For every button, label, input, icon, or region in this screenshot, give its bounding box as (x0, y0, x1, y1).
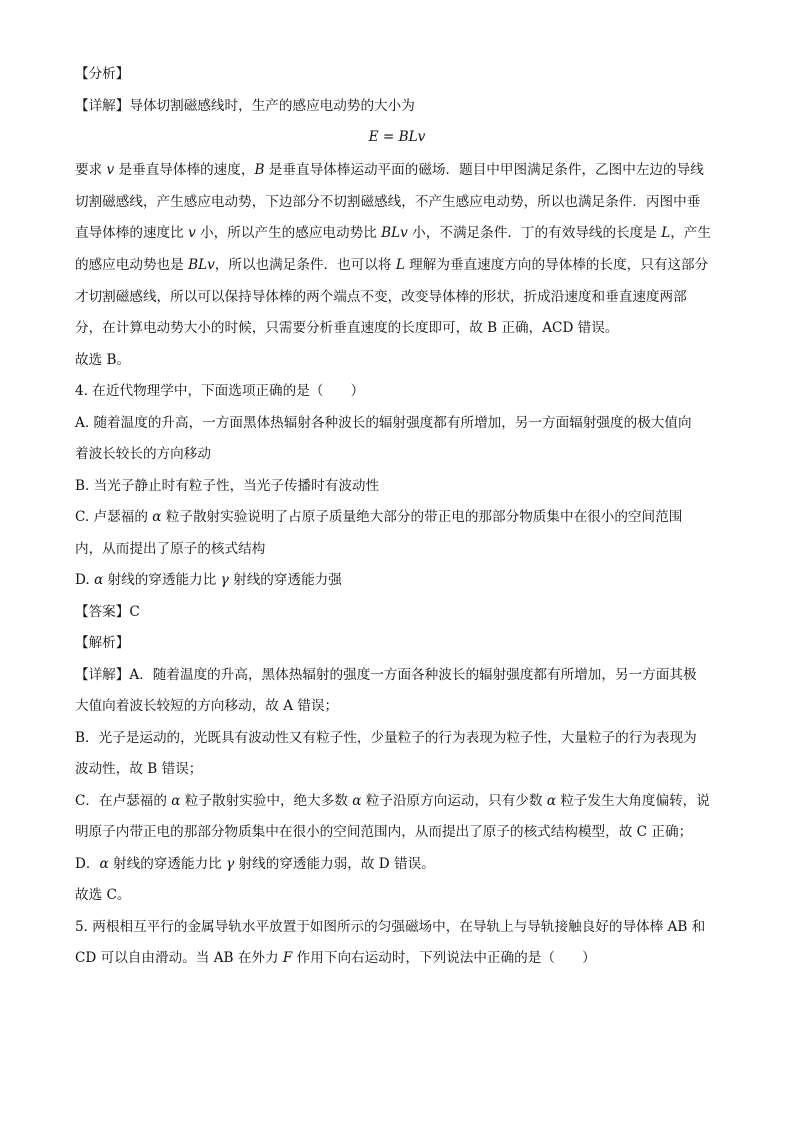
q4-option-c-line-2: 内，从而提出了原子的核式结构 (75, 541, 266, 557)
q4-option-d: D. α 射线的穿透能力比 γ 射线的穿透能力强 (75, 572, 342, 588)
q4-option-a-line-2: 着波长较长的方向移动 (75, 446, 211, 462)
detail-heading: 【详解】 (75, 98, 130, 114)
q5-stem-line-1: 5. 两根相互平行的金属导轨水平放置于如图所示的匀强磁场中，在导轨上与导轨接触良好的导体棒 AB 和 (75, 919, 706, 935)
answer-heading: 【答案】 (75, 604, 130, 620)
detail-intro-line (75, 96, 415, 116)
q4-detail-line-6: 明原子内带正电的那部分物质集中在很小的空间范围内，从而提出了原子的核式结构模型，故 C 正确； (75, 824, 693, 840)
q4-detail-line-2: 大值向着波长较短的方向移动，故 A 错误； (75, 698, 339, 714)
q3-explanation-line-2: 切割磁感线，产生感应电动势，下边部分不切割磁感线，不产生感应电动势，所以也满足条件．丙图中垂 (75, 194, 701, 210)
q4-option-b: B. 当光子静止时有粒子性，当光子传播时有波动性 (75, 478, 380, 494)
analysis-heading: 【分析】 (75, 66, 130, 82)
q4-answer-line (75, 602, 140, 622)
q4-detail-line-5: C．在卢瑟福的 α 粒子散射实验中，绝大多数 α 粒子沿原方向运动，只有少数 α 粒子发生大角度偏转，说 (75, 793, 710, 809)
q4-option-c-line-1: C. 卢瑟福的 α 粒子散射实验说明了占原子质量绝大部分的带正电的那部分物质集中在很小的空间范围 (75, 509, 683, 525)
q4-detail-line-3: B．光子是运动的，光既具有波动性又有粒子性，少量粒子的行为表现为粒子性，大量粒子的行为表现为 (75, 730, 697, 746)
q3-conclusion: 故选 B。 (75, 352, 131, 368)
q4-analysis-heading: 【解析】 (75, 635, 130, 651)
q3-explanation-line-1: 要求 v 是垂直导体棒的速度，B 是垂直导体棒运动平面的磁场．题目中甲图满足条件，乙图中左边的导线 (75, 162, 704, 178)
q3-explanation-line-6: 分，在计算电动势大小的时候，只需要分析垂直速度的长度即可，故 B 正确，ACD 错误。 (75, 320, 619, 336)
q4-stem: 4. 在近代物理学中，下面选项正确的是（ ） (75, 383, 365, 399)
detail-intro-text: 导体切割磁感线时，生产的感应电动势的大小为 (129, 98, 415, 114)
q5-stem-line-2: CD 可以自由滑动。当 AB 在外力 F 作用下向右运动时，下列说法中正确的是（ ） (75, 950, 596, 966)
q4-detail-line-7: D．α 射线的穿透能力比 γ 射线的穿透能力弱，故 D 错误。 (75, 856, 435, 872)
detail-heading: 【详解】 (75, 667, 130, 683)
q4-detail-line-1: 【详解】A．随着温度的升高，黑体热辐射的强度一方面各种波长的辐射强度都有所增加，另一方面其极 (75, 667, 697, 683)
q3-explanation-line-4: 的感应电动势也是 BLv，所以也满足条件．也可以将 L 理解为垂直速度方向的导体棒的长度，只有这部分 (75, 257, 709, 273)
answer-value: C (129, 604, 140, 620)
emf-formula: E = BLv (368, 129, 426, 145)
q4-conclusion: 故选 C。 (75, 887, 131, 903)
q4-detail-line-4: 波动性，故 B 错误； (75, 761, 203, 777)
q3-explanation-line-3: 直导体棒的速度比 v 小，所以产生的感应电动势比 BLv 小，不满足条件．丁的有效导线的长度是 L，产生 (75, 225, 711, 241)
q3-explanation-line-5: 才切割磁感线，所以可以保持导体棒的两个端点不变，改变导体棒的形状，折成沿速度和垂直速度两部 (75, 289, 687, 305)
q4-option-a-line-1: A. 随着温度的升高，一方面黑体热辐射各种波长的辐射强度都有所增加，另一方面辐射强度的极大值向 (75, 415, 692, 431)
